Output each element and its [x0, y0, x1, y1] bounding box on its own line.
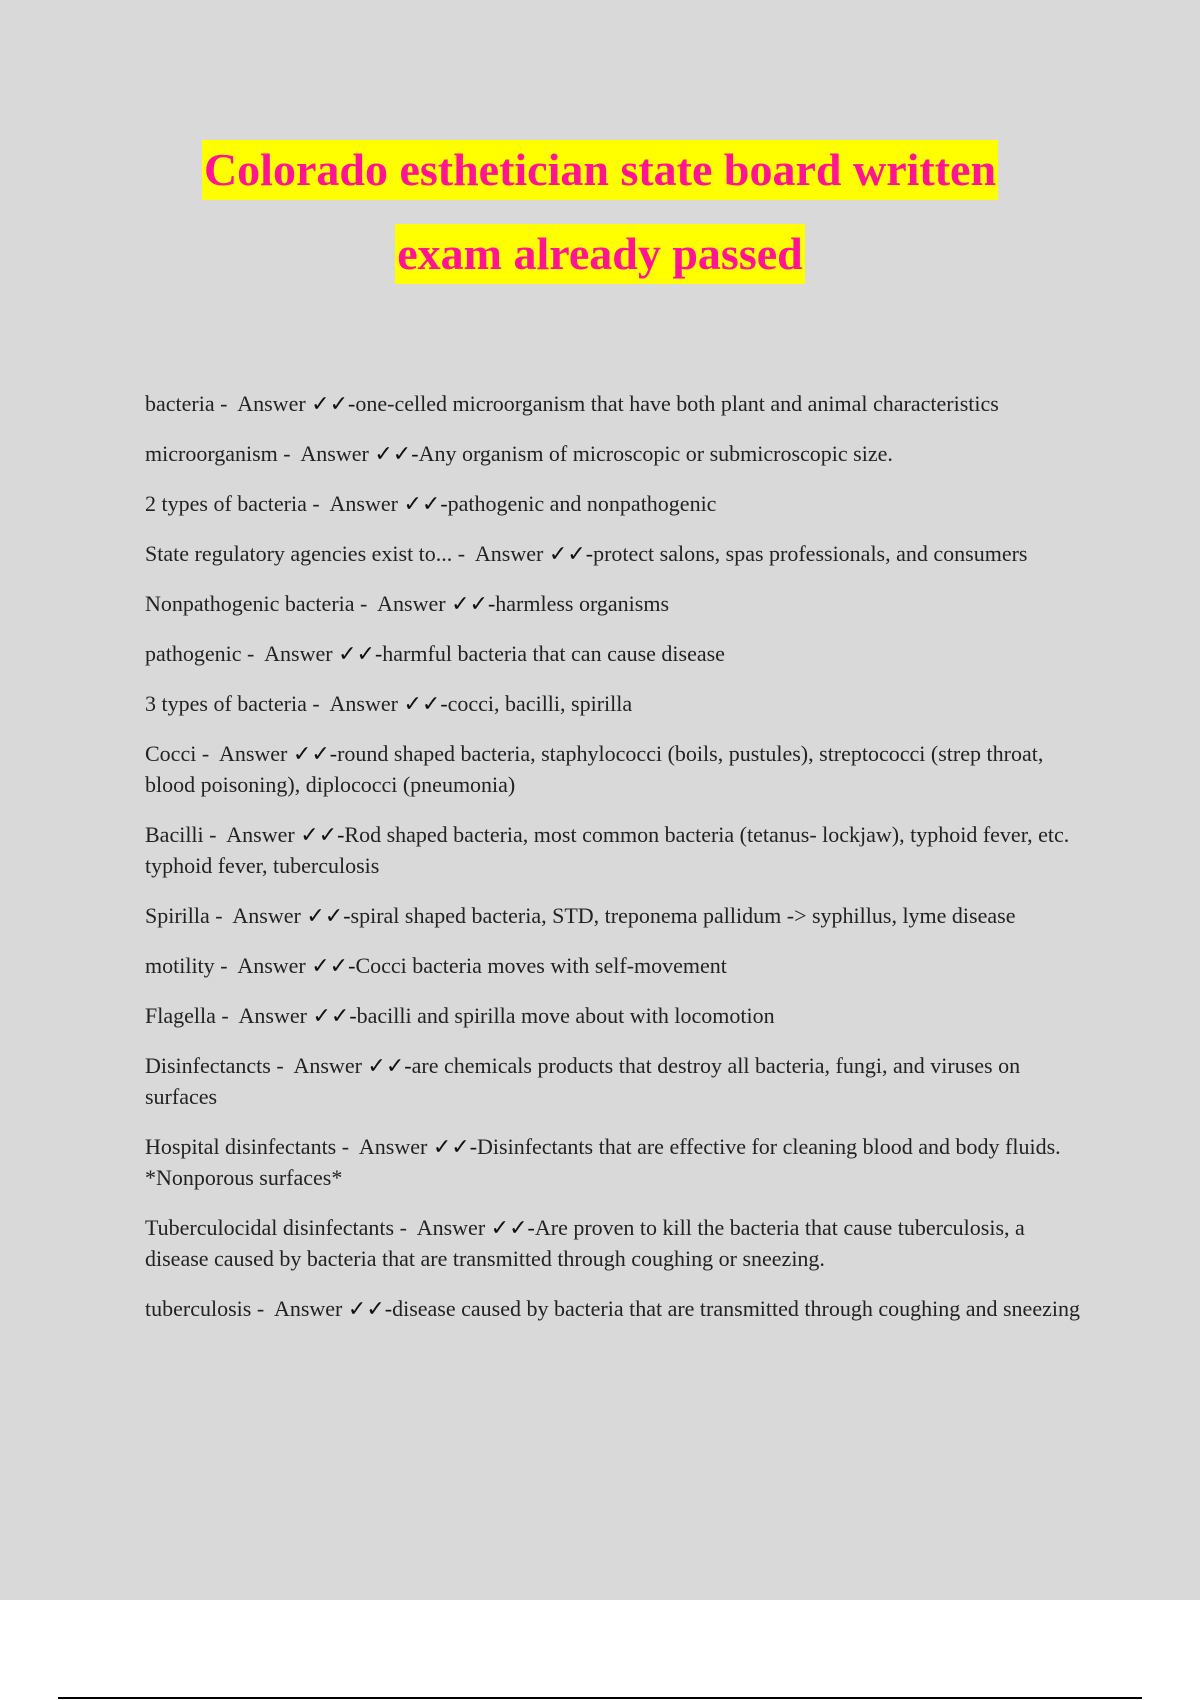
flashcard-item [145, 1131, 1090, 1193]
double-check-icon: ✓✓ - [451, 591, 495, 616]
double-check-icon: ✓✓ - [311, 953, 355, 978]
flashcard-definition: harmful bacteria that can cause disease [382, 641, 725, 666]
flashcard-item [145, 900, 1090, 931]
answer-label: Answer [273, 1296, 343, 1321]
double-check-icon: ✓✓ - [491, 1215, 535, 1240]
double-check-icon: ✓✓ - [338, 641, 382, 666]
double-check-icon: ✓✓ - [433, 1134, 477, 1159]
flashcard-item [145, 538, 1090, 569]
flashcard-definition: pathogenic and nonpathogenic [447, 491, 717, 516]
flashcard-item [145, 688, 1090, 719]
flashcard-definition: cocci, bacilli, spirilla [447, 691, 633, 716]
flashcard-term: Flagella - [145, 1003, 239, 1028]
answer-label: Answer [264, 641, 333, 666]
answer-label: Answer [329, 691, 398, 716]
answer-label: Answer [237, 391, 306, 416]
answer-label: Answer [293, 1053, 362, 1078]
flashcard-term: Nonpathogenic bacteria - [145, 591, 377, 616]
double-check-icon: ✓✓ - [403, 691, 447, 716]
answer-label: Answer [416, 1215, 486, 1240]
flashcard-definition: Any organism of microscopic or submicroscopic size. [418, 441, 893, 466]
double-check-icon: ✓✓ - [348, 1296, 392, 1321]
flashcard-item [145, 488, 1090, 519]
flashcard-term: Bacilli - [145, 822, 226, 847]
answer-label: Answer [232, 903, 301, 928]
answer-label: Answer [226, 822, 295, 847]
flashcard-definition: are chemicals products that destroy all bacteria, fungi, and viruses on surfaces [145, 1053, 1021, 1109]
flashcard-term: microorganism - [145, 441, 300, 466]
flashcard-term: State regulatory agencies exist to... - [145, 541, 475, 566]
flashcard-list [145, 388, 1090, 1343]
flashcard-item [145, 1293, 1090, 1324]
flashcard-term: Tuberculocidal disinfectants - [145, 1215, 417, 1240]
answer-label: Answer [218, 741, 288, 766]
double-check-icon: ✓✓ - [312, 1003, 356, 1028]
flashcard-term: 3 types of bacteria - [145, 691, 330, 716]
double-check-icon: ✓✓ - [403, 491, 447, 516]
answer-label: Answer [474, 541, 544, 566]
double-check-icon: ✓✓ - [311, 391, 355, 416]
flashcard-item [145, 950, 1090, 981]
document-title [0, 140, 1200, 308]
answer-label: Answer [377, 591, 446, 616]
flashcard-definition: disease caused by bacteria that are transmitted through coughing and sneezing [392, 1296, 1080, 1321]
flashcard-definition: harmless organisms [495, 591, 670, 616]
flashcard-term: bacteria - [145, 391, 237, 416]
flashcard-item [145, 588, 1090, 619]
flashcard-definition: Are proven to kill the bacteria that cause tuberculosis, a disease caused by bacteria that are transmitted through coughing or sneezing. [145, 1215, 1025, 1271]
double-check-icon: ✓✓ - [300, 822, 344, 847]
flashcard-item [145, 1050, 1090, 1112]
answer-label: Answer [237, 953, 306, 978]
flashcard-definition: protect salons, spas professionals, and consumers [593, 541, 1028, 566]
flashcard-item [145, 438, 1090, 469]
flashcard-term: motility - [145, 953, 237, 978]
answer-label: Answer [329, 491, 398, 516]
flashcard-definition: Disinfectants that are effective for cleaning blood and body fluids. *Nonporous surfaces* [145, 1134, 1061, 1190]
flashcard-term: Spirilla - [145, 903, 232, 928]
flashcard-term: 2 types of bacteria - [145, 491, 330, 516]
answer-label: Answer [238, 1003, 307, 1028]
flashcard-term: Cocci - [145, 741, 219, 766]
double-check-icon: ✓✓ - [293, 741, 337, 766]
title-line-2: exam already passed [395, 224, 805, 284]
flashcard-definition: Rod shaped bacteria, most common bacteria (tetanus- lockjaw), typhoid fever, etc. typhoid fever, tuberculosis [145, 822, 1070, 878]
flashcard-definition: one-celled microorganism that have both plant and animal characteristics [355, 391, 999, 416]
double-check-icon: ✓✓ - [367, 1053, 411, 1078]
title-line-1: Colorado esthetician state board written [202, 140, 998, 200]
flashcard-definition: round shaped bacteria, staphylococci (boils, pustules), streptococci (strep throat, blood poisoning), diplococci (pneumonia) [145, 741, 1044, 797]
double-check-icon: ✓✓ - [374, 441, 418, 466]
flashcard-definition: bacilli and spirilla move about with locomotion [356, 1003, 775, 1028]
flashcard-item [145, 638, 1090, 669]
flashcard-item [145, 1000, 1090, 1031]
double-check-icon: ✓✓ - [306, 903, 350, 928]
answer-label: Answer [300, 441, 369, 466]
double-check-icon: ✓✓ - [549, 541, 593, 566]
flashcard-definition: Cocci bacteria moves with self-movement [355, 953, 727, 978]
flashcard-term: tuberculosis - [145, 1296, 274, 1321]
flashcard-item [145, 388, 1090, 419]
answer-label: Answer [358, 1134, 428, 1159]
flashcard-item [145, 1212, 1090, 1274]
page-divider [58, 1697, 1142, 1699]
flashcard-item [145, 738, 1090, 800]
flashcard-term: Hospital disinfectants - [145, 1134, 359, 1159]
flashcard-item [145, 819, 1090, 881]
flashcard-term: pathogenic - [145, 641, 264, 666]
flashcard-definition: spiral shaped bacteria, STD, treponema pallidum -> syphillus, lyme disease [350, 903, 1016, 928]
flashcard-term: Disinfectancts - [145, 1053, 293, 1078]
